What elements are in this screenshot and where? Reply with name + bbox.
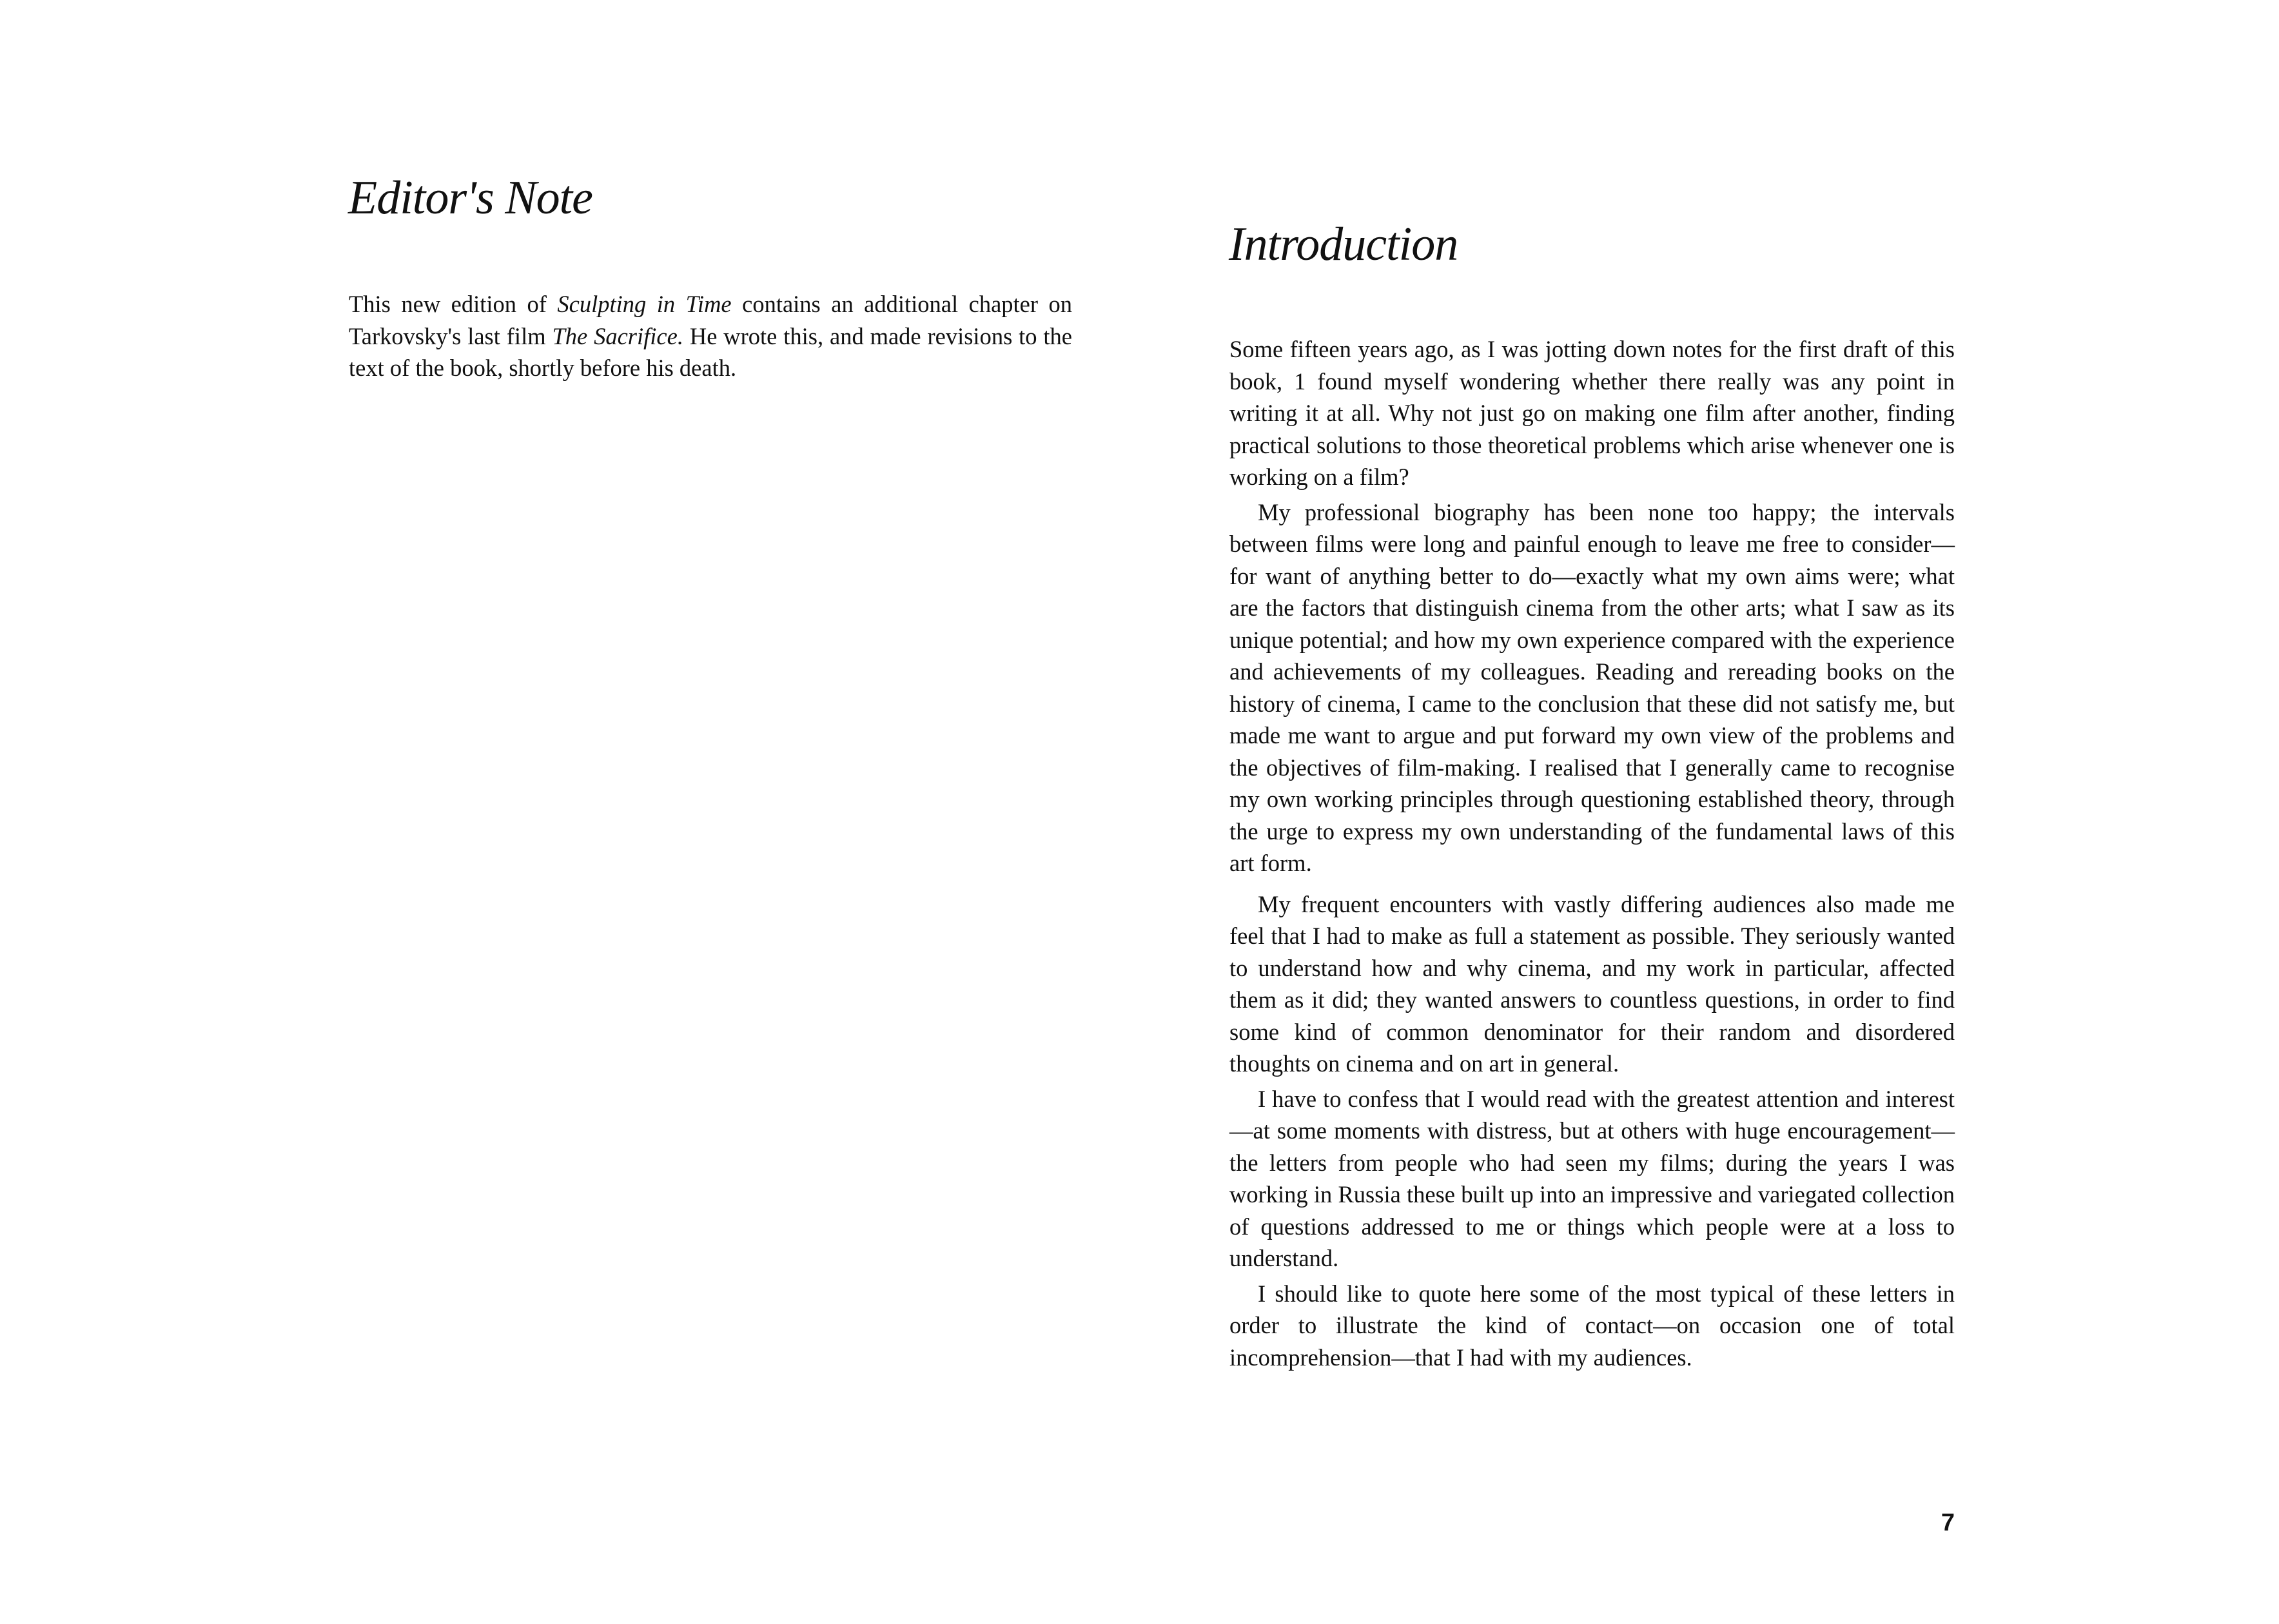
introduction-paragraph: My professional biography has been none too happy; the intervals between films were long and painful enough to leave me free to consider—for want of anything better to do—exactly what my own aims were; what are the factors that distinguish cinema from the other arts; what I saw as its unique potential; and how my own experience compared with the experience and achievements of my colleagues. Reading and rereading books on the history of cinema, I came to the conclusion that these did not satisfy me, but made me want to argue and put forward my own view of the problems and the objectives of film-making. I realised that I generally came to recognise my own working principles through questioning established theory, through the urge to express my own understanding of the fundamental laws of this art form. bbox=[1229, 498, 1955, 876]
film-title-the-sacrifice: The Sacrifice. bbox=[552, 322, 683, 349]
editors-note-paragraph bbox=[349, 288, 1072, 384]
editors-note-text-1: This new edition of bbox=[349, 291, 558, 317]
editors-note-text-3: He wrote this, and made revisions to the text of the book, shortly before his death. bbox=[349, 322, 1073, 381]
editors-note-text-2: contains an additional chapter on Tarkovsky's last film bbox=[349, 291, 1073, 349]
introduction-paragraph: My frequent encounters with vastly differing audiences also made me feel that I had to make as full a statement as possible. They seriously wanted to understand how and why cinema, and my work in particular, affected them as it did; they wanted answers to countless questions, in order to find some kind of common denominator for their random and disordered thoughts on cinema and on art in general. bbox=[1229, 890, 1955, 1077]
editors-note-body bbox=[349, 288, 1072, 384]
introduction-paragraph: I have to confess that I would read with the greatest attention and interest—at some moments with distress, but at others with huge encouragement—the letters from people who had seen my films; during the years I was working in Russia these built up into an impressive and variegated collection of questions addressed to me or things which people were at a loss to understand. bbox=[1229, 1085, 1955, 1271]
page-number: 7 bbox=[1941, 1509, 1955, 1536]
right-page bbox=[1139, 0, 2279, 1624]
book-title-sculpting-in-time: Sculpting in Time bbox=[557, 291, 732, 317]
editors-note-heading: Editor's Note bbox=[348, 171, 593, 224]
introduction-paragraph: Some fifteen years ago, as I was jotting down notes for the first draft of this book, 1 found myself wondering whether there really was any point in writing it at all. Why not just go on making one film after another, finding practical solutions to those theoretical problems which arise whenever one is working on a film? bbox=[1229, 336, 1955, 490]
introduction-paragraph: I should like to quote here some of the most typical of these letters in order to illustrate the kind of contact—on occasion one of total incomprehension—that I had with my audiences. bbox=[1229, 1280, 1955, 1371]
left-page bbox=[0, 0, 1139, 1624]
introduction-heading: Introduction bbox=[1229, 218, 1458, 271]
introduction-body bbox=[1229, 333, 1955, 1373]
